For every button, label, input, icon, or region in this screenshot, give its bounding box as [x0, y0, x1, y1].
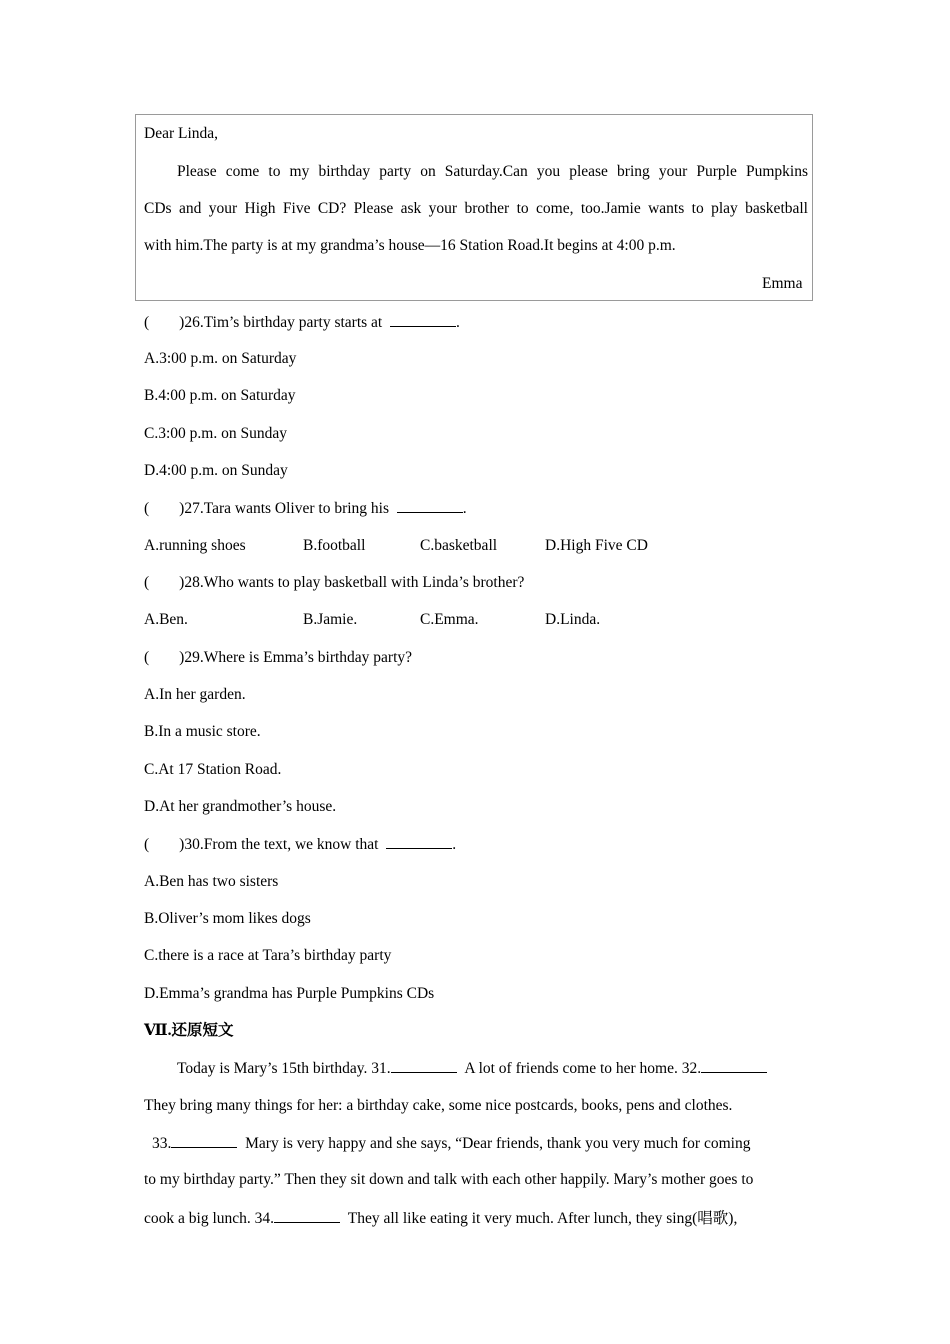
option-a: A.In her garden. [144, 686, 246, 703]
letter-greeting: Dear Linda, [144, 125, 219, 142]
question-text: )26.Tim’s birthday party starts at [179, 314, 383, 331]
passage-text: 33. [152, 1135, 172, 1152]
letter-line-2: CDs and your High Five CD? Please ask your brother to come, too.Jamie wants to play basketball [144, 200, 808, 217]
passage-line-3 [152, 1133, 750, 1154]
answer-blank-33[interactable] [171, 1133, 237, 1148]
option-b: B.Oliver’s mom likes dogs [144, 910, 311, 927]
answer-blank[interactable] [390, 312, 456, 327]
answer-paren: ( [144, 836, 150, 853]
option-a: A.Ben has two sisters [144, 873, 279, 890]
option-d: D.At her grandmother’s house. [144, 798, 337, 815]
option-b: B.Jamie. [303, 611, 358, 628]
passage-line-4: to my birthday party.” Then they sit down and talk with each other happily. Mary’s mother goes to [144, 1171, 754, 1188]
question-text: )29.Where is Emma’s birthday party? [179, 649, 413, 666]
question-end: . [452, 836, 457, 853]
answer-blank[interactable] [386, 834, 452, 849]
option-a: A.running shoes [144, 537, 246, 554]
option-a: A.Ben. [144, 611, 188, 628]
question-text: )30.From the text, we know that [179, 836, 379, 853]
option-b: B.4:00 p.m. on Saturday [144, 387, 296, 404]
option-c: C.basketball [420, 537, 498, 554]
question-29 [144, 648, 412, 668]
option-b: B.In a music store. [144, 723, 261, 740]
question-30 [144, 834, 456, 855]
answer-blank[interactable] [397, 498, 463, 513]
letter-signature: Emma [762, 275, 803, 292]
question-end: . [462, 500, 467, 517]
answer-paren: ( [144, 500, 150, 517]
letter-line-1: Please come to my birthday party on Saturday.Can you please bring your Purple Pumpkins [177, 163, 808, 180]
option-b: B.football [303, 537, 366, 554]
option-c: C.Emma. [420, 611, 479, 628]
question-text: )28.Who wants to play basketball with Linda’s brother? [179, 574, 525, 591]
option-d: D.High Five CD [545, 537, 648, 554]
option-c: C.3:00 p.m. on Sunday [144, 425, 287, 442]
answer-blank-32[interactable] [701, 1058, 767, 1073]
letter-line-3: with him.The party is at my grandma’s house—16 Station Road.It begins at 4:00 p.m. [144, 237, 676, 254]
passage-text: They all like eating it very much. After lunch, they sing(唱歌), [347, 1210, 738, 1227]
option-d: D.4:00 p.m. on Sunday [144, 462, 288, 479]
option-d: D.Emma’s grandma has Purple Pumpkins CDs [144, 985, 435, 1002]
option-c: C.At 17 Station Road. [144, 761, 282, 778]
answer-paren: ( [144, 574, 150, 591]
question-end: . [456, 314, 460, 331]
question-27 [144, 498, 467, 519]
answer-blank-34[interactable] [274, 1208, 340, 1223]
answer-paren: ( [144, 649, 150, 666]
answer-blank-31[interactable] [391, 1058, 457, 1073]
passage-line-5 [144, 1208, 737, 1229]
passage-line-1 [177, 1058, 767, 1079]
passage-text: Today is Mary’s 15th birthday. 31. [177, 1060, 391, 1077]
section-heading: Ⅶ.还原短文 [144, 1022, 234, 1039]
passage-text: cook a big lunch. 34. [144, 1210, 275, 1227]
question-26 [144, 312, 460, 333]
passage-line-2: They bring many things for her: a birthday cake, some nice postcards, books, pens and clothes. [144, 1097, 733, 1114]
answer-paren: ( [144, 314, 150, 331]
option-d: D.Linda. [545, 611, 601, 628]
passage-text: A lot of friends come to her home. 32. [464, 1060, 702, 1077]
passage-text: Mary is very happy and she says, “Dear friends, thank you very much for coming [245, 1135, 751, 1152]
question-text: )27.Tara wants Oliver to bring his [179, 500, 390, 517]
option-a: A.3:00 p.m. on Saturday [144, 350, 297, 367]
option-c: C.there is a race at Tara’s birthday party [144, 947, 392, 964]
question-28 [144, 573, 524, 593]
